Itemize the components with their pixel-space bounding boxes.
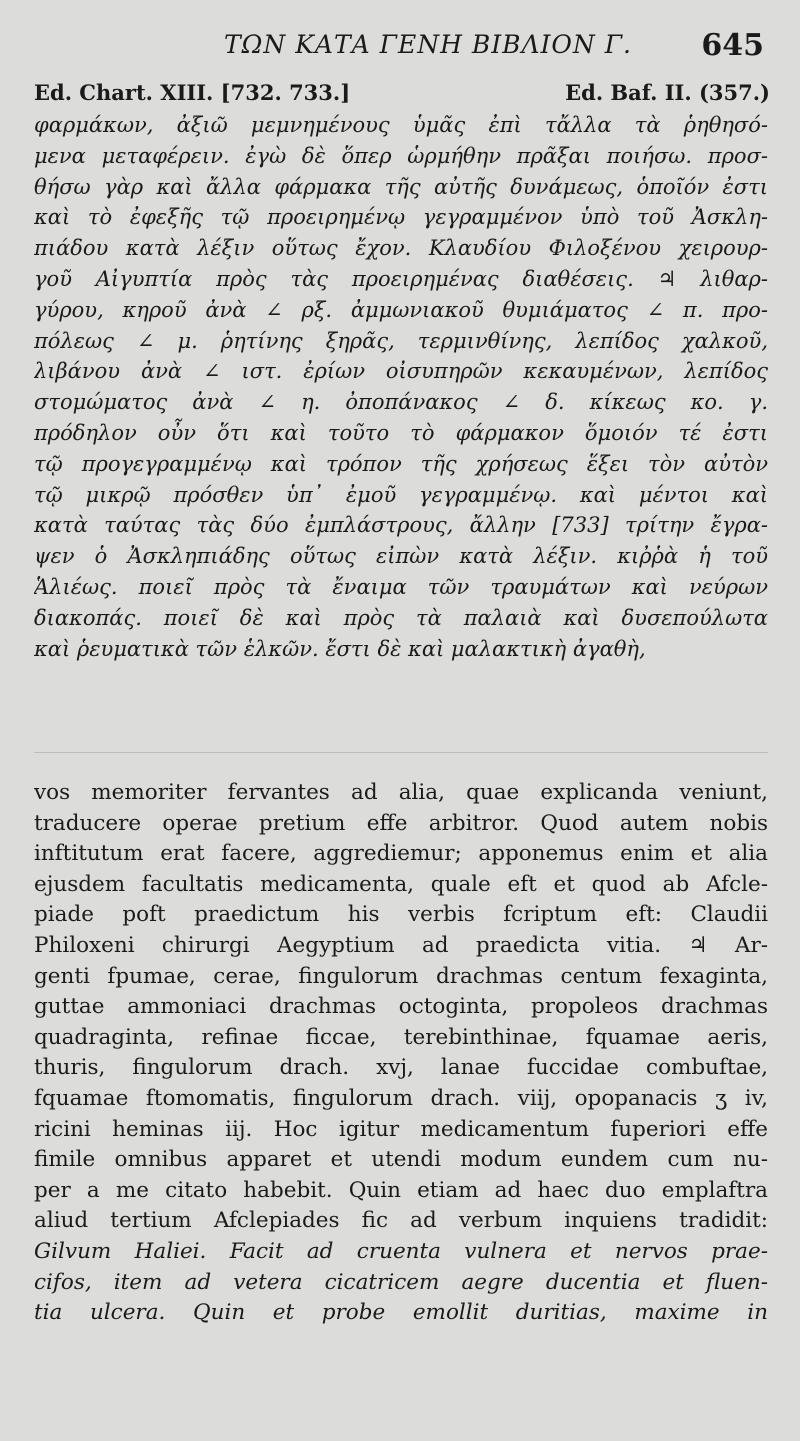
page-number: 645 bbox=[701, 28, 764, 63]
latin-line: Philoxeni chirurgi Aegyptium ad praedicta vitia. ♃ Ar- bbox=[34, 932, 768, 958]
greek-line: λιβάνου ἀνὰ ∠ ιστ. ἐρίων οἰσυπηρῶν κεκαυμένων, λεπίδος bbox=[34, 359, 768, 384]
latin-line: inftitutum erat facere, aggrediemur; apponemus enim et alia bbox=[34, 841, 768, 867]
latin-line: genti fpumae, cerae, fingulorum drachmas centum fexaginta, bbox=[34, 963, 768, 989]
latin-line: cifos, item ad vetera cicatricem aegre ducentia et fluen- bbox=[34, 1269, 768, 1295]
greek-line: κατὰ ταύτας τὰς δύο ἐμπλάστρους, ἄλλην [733] τρίτην ἔγρα- bbox=[34, 513, 768, 538]
greek-line: Ἁλιέως. ποιεῖ πρὸς τὰ ἔναιμα τῶν τραυμάτων καὶ νεύρων bbox=[34, 574, 768, 599]
greek-line: τῷ προγεγραμμένῳ καὶ τρόπον τῆς χρήσεως ἕξει τὸν αὐτὸν bbox=[34, 451, 768, 476]
greek-line: γοῦ Αἰγυπτία πρὸς τὰς προειρημένας διαθέσεις. ♃ λιθαρ- bbox=[34, 266, 768, 291]
latin-line: thuris, fingulorum drach. xvj, lanae fuccidae combuftae, bbox=[34, 1055, 768, 1081]
latin-line: traducere operae pretium effe arbitror. Quod autem nobis bbox=[34, 810, 768, 836]
latin-line: ejusdem facultatis medicamenta, quale eft et quod ab Afcle- bbox=[34, 871, 768, 897]
greek-line: καὶ ῥευματικὰ τῶν ἑλκῶν. ἔστι δὲ καὶ μαλακτικὴ ἀγαθὴ, bbox=[34, 636, 646, 661]
greek-line: πόλεως ∠ μ. ῥητίνης ξηρᾶς, τερμινθίνης, λεπίδος χαλκοῦ, bbox=[34, 328, 768, 353]
latin-line: fimile omnibus apparet et utendi modum eundem cum nu- bbox=[34, 1147, 768, 1173]
latin-text-block bbox=[34, 778, 768, 1329]
latin-line: fquamae ftomomatis, fingulorum drach. viij, opopanacis ʒ iv, bbox=[34, 1085, 768, 1111]
greek-line: πιάδου κατὰ λέξιν οὕτως ἔχον. Κλαυδίου Φιλοξένου χειρουρ- bbox=[34, 236, 768, 261]
latin-line: aliud tertium Afclepiades fic ad verbum inquiens tradidit: bbox=[34, 1208, 768, 1234]
latin-line: tia ulcera. Quin et probe emollit duritias, maxime in bbox=[34, 1300, 768, 1326]
edition-chartier-reference: Ed. Chart. XIII. [732. 733.] bbox=[34, 80, 351, 105]
latin-line: ricini heminas iij. Hoc igitur medicamentum fuperiori effe bbox=[34, 1116, 768, 1142]
latin-line: Gilvum Haliei. Facit ad cruenta vulnera et nervos prae- bbox=[34, 1238, 768, 1264]
page-header bbox=[34, 28, 770, 64]
latin-line: guttae ammoniaci drachmas octoginta, propoleos drachmas bbox=[34, 994, 768, 1020]
greek-line: θήσω γὰρ καὶ ἄλλα φάρμακα τῆς αὐτῆς δυνάμεως, ὁποῖόν ἐστι bbox=[34, 174, 768, 199]
greek-line: πρόδηλον οὖν ὅτι καὶ τοῦτο τὸ φάρμακον ὅμοιόν τέ ἐστι bbox=[34, 420, 768, 445]
latin-line: quadraginta, refinae ficcae, terebinthinae, fquamae aeris, bbox=[34, 1024, 768, 1050]
column-divider bbox=[34, 752, 768, 753]
latin-line: vos memoriter fervantes ad alia, quae explicanda veniunt, bbox=[34, 780, 768, 805]
running-title: ΤΩΝ ΚΑΤΑ ΓΕΝΗ ΒΙΒΛΙΟΝ Γ. bbox=[224, 30, 633, 59]
greek-line: φαρμάκων, ἀξιῶ μεμνημένους ὑμᾶς ἐπὶ τἄλλα τὰ ῥηθησό- bbox=[34, 113, 768, 137]
latin-line: per a me citato habebit. Quin etiam ad haec duo emplaftra bbox=[34, 1177, 768, 1203]
greek-line: τῷ μικρῷ πρόσθεν ὑπ᾽ ἐμοῦ γεγραμμένῳ. καὶ μέντοι καὶ bbox=[34, 482, 768, 507]
greek-line: διακοπάς. ποιεῖ δὲ καὶ πρὸς τὰ παλαιὰ καὶ δυσεπούλωτα bbox=[34, 605, 768, 630]
greek-line: ψεν ὁ Ἀσκληπιάδης οὕτως εἰπὼν κατὰ λέξιν. κιῤῥὰ ἡ τοῦ bbox=[34, 544, 768, 569]
edition-basel-reference: Ed. Baf. II. (357.) bbox=[565, 80, 770, 105]
greek-line: γύρου, κηροῦ ἀνὰ ∠ ρξ. ἀμμωνιακοῦ θυμιάματος ∠ π. προ- bbox=[34, 297, 768, 322]
edition-references bbox=[34, 80, 770, 110]
greek-line: καὶ τὸ ἐφεξῆς τῷ προειρημένῳ γεγραμμένον ὑπὸ τοῦ Ἀσκλη- bbox=[34, 205, 768, 230]
greek-line: μενα μεταφέρειν. ἐγὼ δὲ ὅπερ ὡρμήθην πρᾶξαι ποιήσω. προσ- bbox=[34, 143, 768, 168]
latin-line: piade poft praedictum his verbis fcriptum eft: Claudii bbox=[34, 902, 768, 928]
greek-line: στομώματος ἀνὰ ∠ η. ὀποπάνακος ∠ δ. κίκεως κο. γ. bbox=[34, 390, 768, 415]
greek-text-block bbox=[34, 110, 768, 664]
